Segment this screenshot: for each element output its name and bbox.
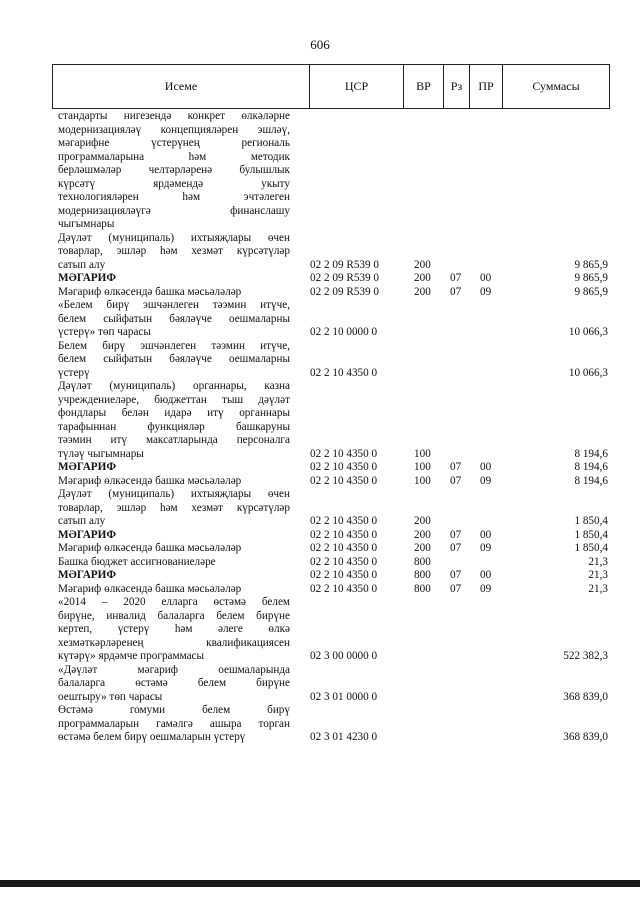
- row-name-line: кертеп, үстерү һәм әлеге өлкә: [58, 623, 290, 635]
- row-sum: 9 865,9: [574, 272, 608, 284]
- row-name-line: Мәгариф өлкәсендә башка мәсьәләләр: [58, 285, 242, 298]
- row-pr: 00: [480, 272, 492, 284]
- table-header: [52, 64, 610, 109]
- row-rz: 07: [450, 272, 462, 284]
- row-name-line: товарлар, эшләр һәм хезмәт күрсәтүләр: [58, 245, 290, 257]
- row-vr: 800: [414, 555, 431, 568]
- row-vr: 100: [414, 461, 431, 473]
- row-name: [58, 556, 290, 570]
- row-name-line: «Белем бирү эшчәнлеген тәэмин итүче,: [58, 299, 290, 311]
- column-header-sum: Суммасы: [532, 79, 580, 93]
- row-name-line: Мәгариф өлкәсендә башка мәсьәләләр: [58, 474, 242, 487]
- row-vr: 100: [414, 474, 431, 487]
- row-name: [58, 461, 290, 475]
- row-name-line: күтәрү» ярдәмче программасы: [58, 650, 205, 662]
- page-number: 606: [310, 37, 330, 52]
- row-name-line: МӘГАРИФ: [58, 272, 116, 284]
- row-name-line: программаларына һәм методик: [58, 150, 290, 163]
- row-sum: 21,3: [588, 555, 608, 568]
- row-vr: 200: [414, 542, 431, 554]
- row-pr: 09: [480, 474, 492, 487]
- table-row: [58, 488, 608, 529]
- row-sum: 368 839,0: [563, 690, 608, 703]
- row-vr: 200: [414, 272, 431, 284]
- row-csr: 02 2 10 4350 0: [310, 542, 378, 554]
- row-name-line: мәгарифне үстерүнең региональ: [58, 137, 290, 149]
- row-name-line: чыгымнары: [58, 218, 115, 230]
- table-row: [58, 596, 608, 664]
- row-name-line: «Дәүләт мәгариф оешмаларында: [58, 663, 290, 676]
- row-csr: 02 2 10 4350 0: [310, 447, 378, 460]
- row-csr: 02 2 10 4350 0: [310, 569, 378, 581]
- row-name: [58, 272, 290, 286]
- table-row: [58, 583, 608, 597]
- row-sum: 1 850,4: [574, 515, 608, 527]
- row-name: [58, 340, 290, 381]
- table-row: [58, 529, 608, 543]
- row-name-line: оештыру» төп чарасы: [58, 690, 163, 703]
- table-row: [58, 110, 608, 232]
- row-rz: 07: [450, 474, 462, 487]
- row-name-line: хезмәткәрләренең квалификациясен: [58, 636, 290, 649]
- row-name-line: учреждениеләре, бюджеттан тыш дәүләт: [58, 393, 290, 406]
- table-row: [58, 340, 608, 381]
- row-rz: 07: [450, 582, 462, 595]
- table-row: [58, 232, 608, 273]
- table-row: [58, 461, 608, 475]
- row-name-line: түләү чыгымнары: [58, 447, 144, 460]
- row-sum: 21,3: [588, 569, 608, 581]
- row-sum: 8 194,6: [574, 474, 608, 487]
- row-name-line: МӘГАРИФ: [58, 569, 116, 581]
- row-rz: 07: [450, 528, 462, 541]
- row-name-line: Дәүләт (муниципаль) ихтыяҗлары өчен: [58, 488, 290, 500]
- table-body: [58, 110, 608, 745]
- row-name-line: МӘГАРИФ: [58, 528, 116, 541]
- row-csr: 02 2 10 4350 0: [310, 582, 378, 595]
- row-sum: 1 850,4: [574, 528, 608, 541]
- row-rz: 07: [450, 569, 462, 581]
- row-name-line: балаларга өстәмә белем бирүне: [58, 677, 290, 689]
- row-name-line: сатып алу: [58, 515, 106, 527]
- row-name-line: бирүне, инвалид балаларга белем бирүне: [58, 609, 290, 622]
- row-name-line: берләшмәләр челтәрләренә булышлык: [58, 164, 290, 176]
- row-csr: 02 3 01 0000 0: [310, 690, 378, 703]
- row-name-line: стандарты нигезендә конкрет өлкәләрне: [58, 110, 290, 122]
- row-name-line: «2014 – 2020 елларга өстәмә белем: [58, 596, 290, 608]
- row-sum: 522 382,3: [563, 650, 608, 662]
- row-name: [58, 488, 290, 529]
- row-pr: 00: [480, 569, 492, 581]
- row-name: [58, 583, 290, 597]
- row-name: [58, 664, 290, 705]
- row-csr: 02 2 10 4350 0: [310, 555, 378, 568]
- row-sum: 8 194,6: [574, 447, 608, 460]
- column-header-name: Исеме: [53, 65, 310, 108]
- row-name: [58, 299, 290, 340]
- row-name-line: Мәгариф өлкәсендә башка мәсьәләләр: [58, 582, 242, 595]
- table-row: [58, 475, 608, 489]
- table-row: [58, 569, 608, 583]
- row-name-line: товарлар, эшләр һәм хезмәт күрсәтүләр: [58, 501, 290, 514]
- column-header-csr: ЦСР: [310, 65, 404, 108]
- page-bottom-border: [0, 880, 640, 887]
- row-vr: 800: [414, 569, 431, 581]
- row-name-line: модернизацияләү концепцияләрен эшләү,: [58, 123, 290, 136]
- row-vr: 800: [414, 582, 431, 595]
- row-csr: 02 2 10 0000 0: [310, 326, 378, 338]
- row-csr: 02 2 10 4350 0: [310, 461, 378, 473]
- row-name-line: технологияләрен һәм эчтәлеген: [58, 191, 290, 203]
- row-name: [58, 380, 290, 461]
- row-name-line: Башка бюджет ассигнованиеләре: [58, 555, 216, 568]
- row-sum: 368 839,0: [563, 731, 608, 743]
- row-name-line: Белем бирү эшчәнлеген тәэмин итүче,: [58, 339, 290, 352]
- row-sum: 21,3: [588, 582, 608, 595]
- row-vr: 200: [414, 528, 431, 541]
- row-rz: 07: [450, 461, 462, 473]
- row-name-line: программаларын гамәлгә ашыра торган: [58, 717, 290, 730]
- row-name-line: Дәүләт (муниципаль) органнары, казна: [58, 380, 290, 392]
- row-csr: 02 2 09 R539 0: [310, 285, 379, 298]
- row-name: [58, 542, 290, 556]
- row-csr: 02 2 09 R539 0: [310, 258, 379, 271]
- row-vr: 100: [414, 447, 431, 460]
- row-name: [58, 286, 290, 300]
- row-rz: 07: [450, 542, 462, 554]
- row-name: [58, 475, 290, 489]
- row-name-line: күрсәтү ярдәмендә укыту: [58, 177, 290, 190]
- row-name-line: үстерү: [58, 366, 90, 379]
- row-name: [58, 110, 290, 232]
- row-name-line: Дәүләт (муниципаль) ихтыяҗлары өчен: [58, 231, 290, 244]
- table-row: [58, 299, 608, 340]
- row-name-line: белем сыйфатын бәяләүче оешмаларны: [58, 312, 290, 325]
- row-csr: 02 3 01 4230 0: [310, 731, 378, 743]
- row-name-line: фондлары белән идарә итү органнары: [58, 407, 290, 419]
- row-csr: 02 2 10 4350 0: [310, 366, 378, 379]
- row-name-line: тарафыннан функцияләр башкаруны: [58, 420, 290, 433]
- row-name-line: сатып алу: [58, 258, 106, 271]
- column-header-pr: ПР: [470, 65, 503, 108]
- column-header-vr: ВР: [404, 65, 444, 108]
- row-sum: 1 850,4: [574, 542, 608, 554]
- row-pr: 09: [480, 542, 492, 554]
- table-row: [58, 664, 608, 705]
- row-pr: 09: [480, 285, 492, 298]
- row-name-line: үстерү» төп чарасы: [58, 326, 151, 338]
- row-name: [58, 596, 290, 664]
- row-csr: 02 2 10 4350 0: [310, 515, 378, 527]
- row-sum: 9 865,9: [574, 285, 608, 298]
- table-row: [58, 704, 608, 745]
- row-name-line: өстәмә белем бирү оешмаларын үстерү: [58, 731, 246, 743]
- row-name: [58, 232, 290, 273]
- row-csr: 02 2 10 4350 0: [310, 474, 378, 487]
- row-name: [58, 704, 290, 745]
- row-pr: 00: [480, 528, 492, 541]
- row-vr: 200: [414, 285, 431, 298]
- row-vr: 200: [414, 258, 431, 271]
- row-csr: 02 2 10 4350 0: [310, 528, 378, 541]
- row-name-line: Мәгариф өлкәсендә башка мәсьәләләр: [58, 542, 242, 554]
- row-csr: 02 3 00 0000 0: [310, 650, 378, 662]
- row-sum: 10 066,3: [568, 366, 608, 379]
- table-row: [58, 380, 608, 461]
- row-name: [58, 569, 290, 583]
- row-name-line: белем сыйфатын бәяләүче оешмаларны: [58, 353, 290, 365]
- table-row: [58, 556, 608, 570]
- row-csr: 02 2 09 R539 0: [310, 272, 379, 284]
- row-sum: 8 194,6: [574, 461, 608, 473]
- row-sum: 9 865,9: [574, 258, 608, 271]
- row-sum: 10 066,3: [568, 326, 608, 338]
- row-name: [58, 529, 290, 543]
- row-pr: 00: [480, 461, 492, 473]
- row-name-line: Өстәмә гомуми белем бирү: [58, 704, 290, 716]
- row-name-line: МӘГАРИФ: [58, 461, 116, 473]
- row-name-line: модернизацияләүгә финанслашу: [58, 204, 290, 217]
- row-pr: 09: [480, 582, 492, 595]
- row-name-line: тәэмин итү максатларында персоналга: [58, 434, 290, 446]
- row-vr: 200: [414, 515, 431, 527]
- column-header-rz: Рз: [444, 65, 470, 108]
- table-row: [58, 286, 608, 300]
- row-rz: 07: [450, 285, 462, 298]
- table-row: [58, 272, 608, 286]
- table-row: [58, 542, 608, 556]
